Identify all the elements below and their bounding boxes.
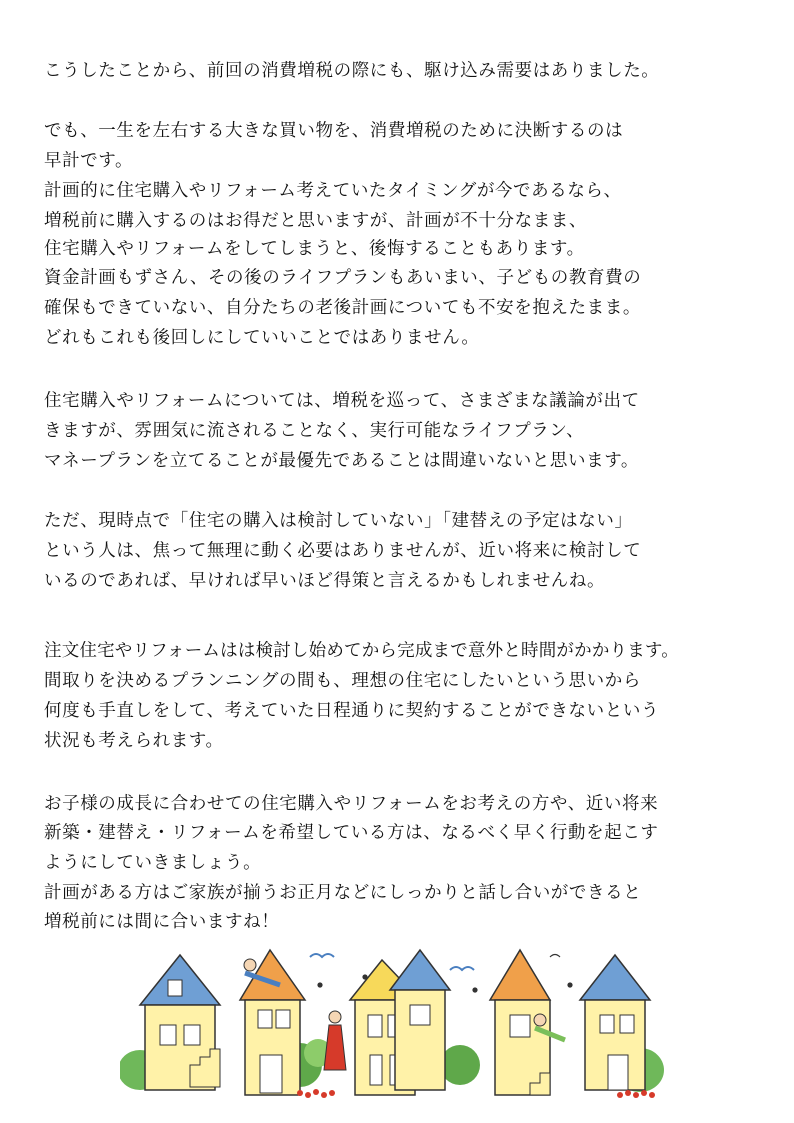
text-line: 注文住宅やリフォームはは検討し始めてから完成まで意外と時間がかかります。 <box>44 641 679 661</box>
text-line: 何度も手直しをして、考えていた日程通りに契約することができないという <box>44 701 660 721</box>
text-line: 間取りを決めるプランニングの間も、理想の住宅にしたいという思いから <box>44 671 641 691</box>
text-line: いるのであれば、早ければ早いほど得策と言えるかもしれませんね。 <box>44 571 606 591</box>
text-line: ようにしていきましょう。 <box>44 853 262 873</box>
text-line: 計画がある方はご家族が揃うお正月などにしっかりと話し合いができると <box>44 883 642 903</box>
house-blue-2 <box>390 950 450 1090</box>
text-line: こうしたことから、前回の消費増税の際にも、駆け込み需要はありました。 <box>44 61 660 81</box>
text-line: ただ、現時点で「住宅の購入は検討していない」「建替えの予定はない」 <box>44 511 633 531</box>
text-line: 増税前に購入するのはお得だと思いますが、計画が不十分なまま、 <box>44 211 587 231</box>
text-line: 新築・建替え・リフォームを希望している方は、なるべく早く行動を起こす <box>44 823 659 843</box>
text-line: どれもこれも後回しにしていいことではありません。 <box>44 328 480 348</box>
house-blue-1 <box>140 955 220 1090</box>
text-line: マネープランを立てることが最優先であることは間違いないと思います。 <box>44 451 640 471</box>
text-line: 住宅購入やリフォームをしてしまうと、後悔することもあります。 <box>44 239 585 259</box>
text-line: 計画的に住宅購入やリフォーム考えていたタイミングが今であるなら、 <box>44 181 622 201</box>
text-line: 住宅購入やリフォームについては、増税を巡って、さまざまな議論が出て <box>44 391 640 411</box>
text-line: 早計です。 <box>44 151 134 171</box>
text-line: きますが、雰囲気に流されることなく、実行可能なライフプラン、 <box>44 421 585 441</box>
houses-illustration <box>120 945 680 1105</box>
text-line: 確保もできていない、自分たちの老後計画についても不安を抱えたまま。 <box>44 298 641 318</box>
text-line: お子様の成長に合わせての住宅購入やリフォームをお考えの方や、近い将来 <box>44 794 659 814</box>
house-orange-1 <box>240 950 305 1095</box>
text-line: 状況も考えられます。 <box>44 731 224 751</box>
text-line: 増税前には間に合いますね！ <box>44 912 280 932</box>
text-line: という人は、焦って無理に動く必要はありませんが、近い将来に検討して <box>44 541 642 561</box>
text-line: でも、一生を左右する大きな買い物を、消費増税のために決断するのは <box>44 121 624 141</box>
text-line: 資金計画もずさん、その後のライフプランもあいまい、子どもの教育費の <box>44 268 642 288</box>
house-blue-3 <box>580 955 650 1090</box>
